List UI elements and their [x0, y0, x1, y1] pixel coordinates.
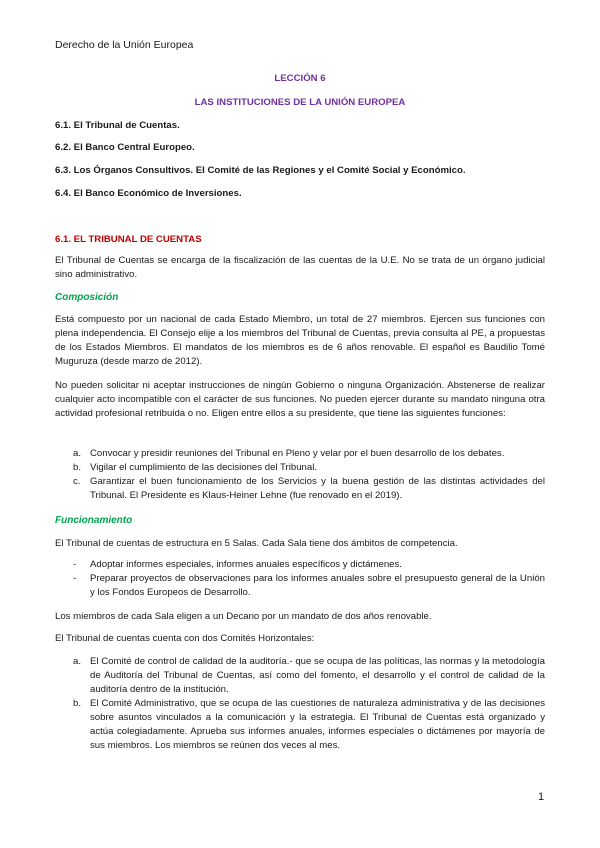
list-item	[55, 697, 545, 753]
list-item	[55, 558, 545, 572]
list-item-text: Convocar y presidir reuniones del Tribunal en Pleno y velar por el buen desarrollo de los debates.	[90, 448, 505, 459]
funcionamiento-paragraph-1: El Tribunal de cuentas de estructura en 5 Salas. Cada Sala tiene dos ámbitos de competencia.	[55, 538, 458, 549]
list-item	[55, 475, 545, 503]
list-marker: b.	[73, 462, 82, 473]
list-item-text: El Comité de control de calidad de la auditoría.- que se ocupa de las políticas, las normas y la metodología de Auditoría del Tribunal de Cuentas, así como del fomento, el desarrollo y el control de calidad de la auditoría dentro de la institución.	[90, 656, 545, 695]
intro-paragraph: El Tribunal de Cuentas se encarga de la fiscalización de las cuentas de la U.E. No se trata de un órgano judicial sino administrativo.	[55, 255, 545, 280]
composicion-heading: Composición	[55, 292, 119, 303]
running-header: Derecho de la Unión Europea	[55, 39, 194, 51]
lesson-title: LAS INSTITUCIONES DE LA UNIÓN EUROPEA	[194, 97, 406, 108]
president-functions-list	[55, 447, 545, 503]
toc-item-6-1: 6.1. El Tribunal de Cuentas.	[55, 120, 180, 131]
list-marker: -	[73, 559, 77, 570]
list-item-text: Garantizar el buen funcionamiento de los Servicios y la buena gestión de las distintas actividades del Tribunal. El Presidente es Klaus-Heiner Lehne (fue renovado en el 2019).	[90, 476, 545, 501]
horizontal-committees-list	[55, 655, 545, 753]
funcionamiento-heading: Funcionamiento	[55, 515, 133, 526]
page-number: 1	[538, 791, 545, 803]
list-item	[55, 461, 545, 475]
funcionamiento-paragraph-3: El Tribunal de cuentas cuenta con dos Comités Horizontales:	[55, 633, 315, 644]
list-marker: a.	[73, 656, 82, 667]
list-marker: c.	[73, 476, 81, 487]
chamber-competences-list	[55, 558, 545, 600]
section-title: 6.1. EL TRIBUNAL DE CUENTAS	[55, 234, 202, 245]
list-marker: a.	[73, 448, 82, 459]
list-marker: b.	[73, 698, 82, 709]
toc-item-6-4: 6.4. El Banco Económico de Inversiones.	[55, 188, 242, 199]
list-item	[55, 447, 545, 461]
list-item	[55, 655, 545, 697]
list-item-text: Adoptar informes especiales, informes anuales específicos y dictámenes.	[90, 559, 402, 570]
list-item-text: Preparar proyectos de observaciones para los informes anuales sobre el presupuesto general de la Unión y los Fondos Europeos de Desarrollo.	[90, 573, 545, 598]
list-item-text: Vigilar el cumplimiento de las decisiones del Tribunal.	[90, 462, 317, 473]
composicion-paragraph-1: Está compuesto por un nacional de cada Estado Miembro, un total de 27 miembros. Ejercen sus funciones con plena independencia. El Consejo elije a los miembros del Tribunal de Cuentas, previa consulta al PE, a propuestas de los Estados Miembros. El mandatos de los miembros es de 6 años renovable. El español es Baudilio Tomé Muguruza (desde marzo de 2012).	[55, 314, 545, 367]
toc-item-6-2: 6.2. El Banco Central Europeo.	[55, 142, 195, 153]
list-item	[55, 572, 545, 600]
composicion-paragraph-2: No pueden solicitar ni aceptar instrucciones de ningún Gobierno o ninguna Organización. Abstenerse de realizar cualquier acto incompatible con el carácter de sus funciones. No pueden ejercer durante su mandato ninguna otra actividad profesional retribuida o no. Eligen entre ellos a su presidente, que tiene las siguientes funciones:	[55, 380, 545, 419]
toc-item-6-3: 6.3. Los Órganos Consultivos. El Comité de las Regiones y el Comité Social y Económico.	[55, 165, 466, 176]
list-marker: -	[73, 573, 77, 584]
funcionamiento-paragraph-2: Los miembros de cada Sala eligen a un Decano por un mandato de dos años renovable.	[55, 611, 432, 622]
list-item-text: El Comité Administrativo, que se ocupa de las cuestiones de naturaleza administrativa y de las decisiones sobre asuntos vinculados a la comunicación y la estrategia. El Tribunal de Cuentas está organizado y actúa colegiadamente. Aprueba sus informes anuales, informes especiales o dictámenes por mayoría de sus miembros. Los miembros se reúnen dos veces al mes.	[90, 698, 545, 751]
lesson-number: LECCIÓN 6	[274, 73, 326, 84]
